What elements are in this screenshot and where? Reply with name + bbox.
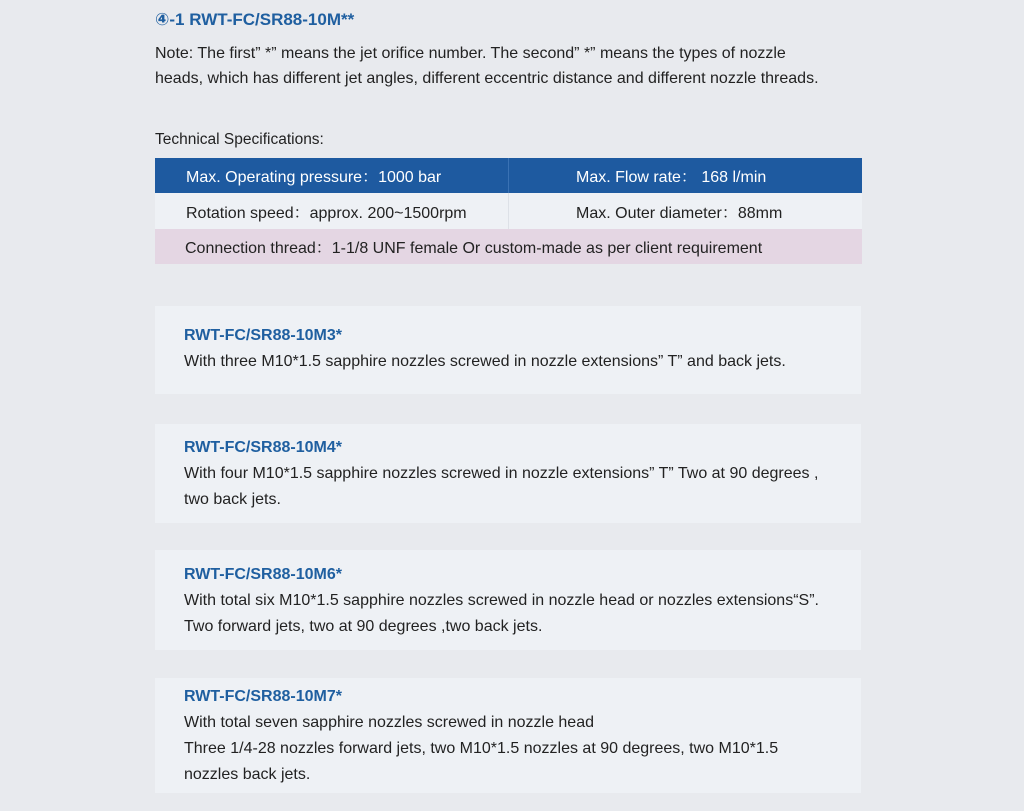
spec-outer-diameter: Max. Outer diameter：88mm [576, 204, 783, 222]
model-description: nozzles back jets. [184, 766, 311, 783]
model-title: RWT-FC/SR88-10M3* [184, 327, 342, 344]
model-card-m3 [155, 306, 861, 394]
model-title: RWT-FC/SR88-10M7* [184, 688, 342, 705]
spec-connection-thread: Connection thread：1-1/8 UNF female Or custom-made as per client requirement [185, 240, 763, 257]
note-line-2: heads, which has different jet angles, different eccentric distance and different nozzle threads. [155, 70, 819, 87]
model-title: RWT-FC/SR88-10M4* [184, 439, 342, 456]
spec-operating-pressure: Max. Operating pressure：1000 bar [155, 158, 509, 193]
spec-row-2 [155, 193, 862, 229]
model-description: Three 1/4-28 nozzles forward jets, two M10*1.5 nozzles at 90 degrees, two M10*1.5 [184, 740, 779, 757]
spec-row-1 [155, 158, 862, 193]
model-description: With four M10*1.5 sapphire nozzles screwed in nozzle extensions” T” Two at 90 degrees , [184, 465, 819, 482]
model-description: two back jets. [184, 491, 281, 508]
model-description: With total six M10*1.5 sapphire nozzles screwed in nozzle head or nozzles extensions“S”. [184, 592, 819, 609]
spec-rotation-speed: Rotation speed：approx. 200~1500rpm [155, 193, 509, 229]
model-title: RWT-FC/SR88-10M6* [184, 566, 342, 583]
spec-label: Technical Specifications: [155, 131, 324, 148]
note-line-1: Note: The first” *” means the jet orifice number. The second” *” means the types of nozzle [155, 45, 786, 62]
model-card-m6 [155, 550, 861, 650]
model-card-m4 [155, 424, 861, 523]
spec-row-3 [155, 229, 862, 264]
note-paragraph [155, 41, 875, 91]
model-card-m7 [155, 678, 861, 793]
spec-flow-rate: Max. Flow rate： 168 l/min [576, 169, 767, 186]
model-description: With three M10*1.5 sapphire nozzles screwed in nozzle extensions” T” and back jets. [184, 353, 786, 370]
spec-table [155, 158, 862, 264]
model-description: With total seven sapphire nozzles screwed in nozzle head [184, 714, 594, 731]
model-description: Two forward jets, two at 90 degrees ,two back jets. [184, 618, 543, 635]
section-heading: ④-1 RWT-FC/SR88-10M** [155, 10, 355, 29]
